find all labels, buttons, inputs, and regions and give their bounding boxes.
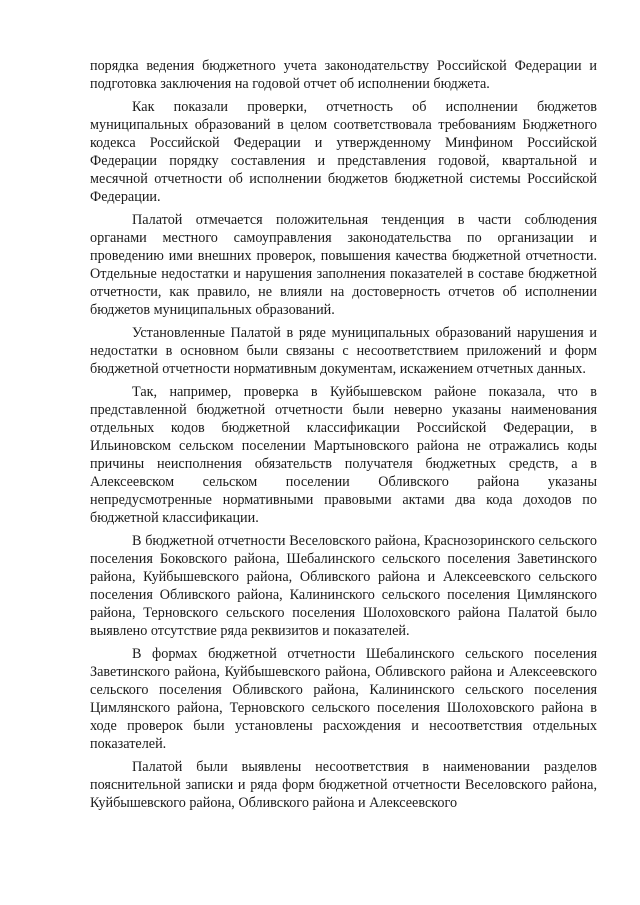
- paragraph-explanatory-note: Палатой были выявлены несоответствия в наименовании разделов пояснительной записки и ряда форм бюджетной отчетности Веселовского района, Куйбышевского района, Обливского района и Алексеевского: [90, 759, 597, 811]
- paragraph-continued: порядка ведения бюджетного учета законодательству Российской Федерации и подготовка заключения на годовой отчет об исполнении бюджета.: [90, 58, 597, 92]
- paragraph-violations-summary: Установленные Палатой в ряде муниципальных образований нарушения и недостатки в основном были связаны с несоответствием приложений и форм бюджетной отчетности нормативным документам, искажением отчетных данных.: [90, 325, 597, 377]
- paragraph-missing-requisites: В бюджетной отчетности Веселовского района, Краснозоринского сельского поселения Боковского района, Шебалинского сельского поселения Заветинского района, Куйбышевского района, Обливского района и Алексеевского сельского поселения Обливского района, Калининского сельского поселения Цимлянского района, Терновского сельского поселения Шолоховского района Палатой было выявлено отсутствие ряда реквизитов и показателей.: [90, 533, 597, 639]
- document-page: [90, 58, 597, 818]
- paragraph-positive-trend: Палатой отмечается положительная тенденция в части соблюдения органами местного самоуправления законодательства по организации и проведению ими внешних проверок, повышения качества бюджетной отчетности. Отдельные недостатки и нарушения заполнения показателей в составе бюджетной отчетности, как правило, не влияли на достоверность отчетов об исполнении бюджетов муниципальных образований.: [90, 212, 597, 318]
- paragraph-discrepancies: В формах бюджетной отчетности Шебалинского сельского поселения Заветинского района, Куйбышевского района, Обливского района и Алексеевского сельского поселения Обливского района, Калининского сельского поселения Цимлянского района, Терновского сельского поселения Шолоховского района в ходе проверок были установлены расхождения и несоответствия отдельных показателей.: [90, 646, 597, 752]
- paragraph-reporting-compliance: Как показали проверки, отчетность об исполнении бюджетов муниципальных образований в целом соответствовала требованиям Бюджетного кодекса Российской Федерации и утвержденному Минфином Российской Федерации порядку составления и представления годовой, квартальной и месячной отчетности об исполнении бюджетов бюджетной системы Российской Федерации.: [90, 99, 597, 205]
- paragraph-kuibyshev-example: Так, например, проверка в Куйбышевском районе показала, что в представленной бюджетной отчетности были неверно указаны наименования отдельных кодов бюджетной классификации Российской Федерации, в Ильиновском сельском поселении Мартыновского района не отражались коды причины неисполнения обязательств получателя бюджетных средств, а в Алексеевском сельском поселении Обливского района указаны непредусмотренные нормативными правовыми актами два кода доходов по бюджетной классификации.: [90, 384, 597, 526]
